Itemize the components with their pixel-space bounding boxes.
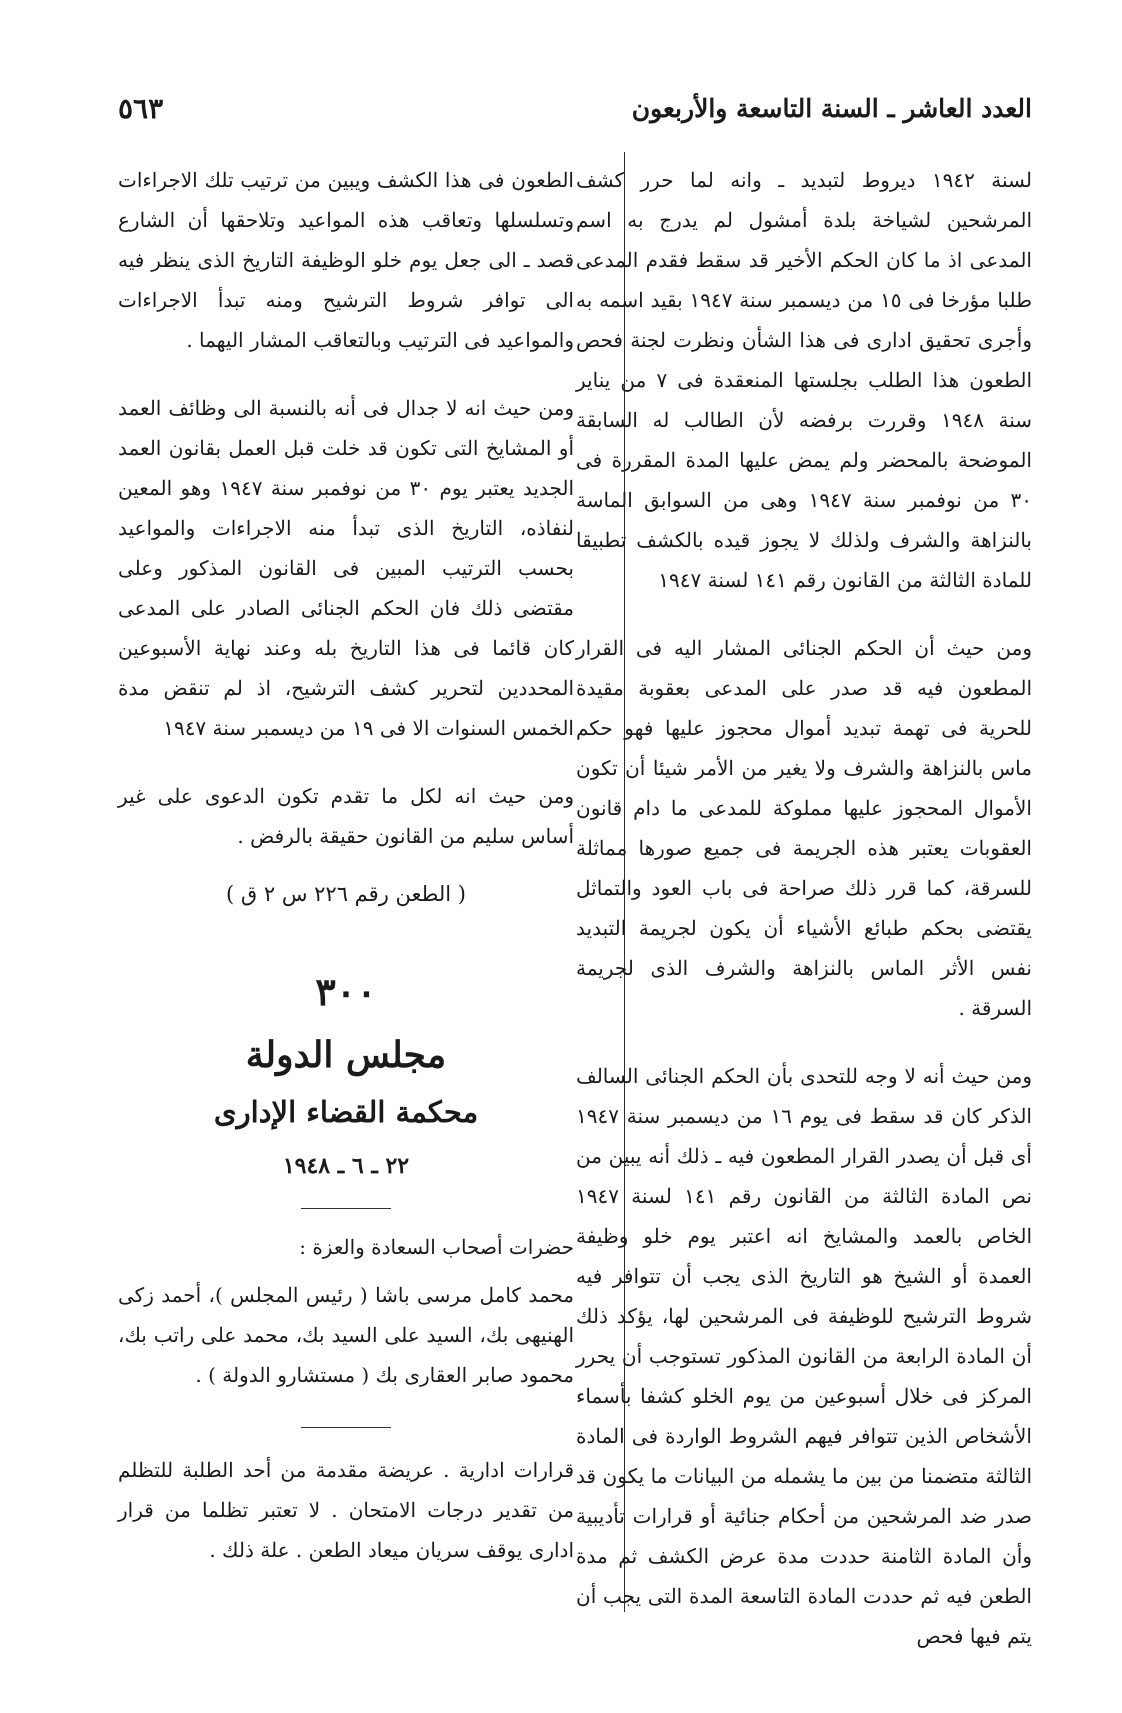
case-date: ٢٢ ـ ٦ ـ ١٩٤٨: [282, 1153, 410, 1179]
right-column: [576, 160, 1032, 1684]
council-title: مجلس الدولة: [245, 1034, 447, 1076]
presiding-heading: حضرات أصحاب السعادة والعزة :: [299, 1235, 574, 1259]
court-title: محكمة القضاء الإدارى: [213, 1095, 479, 1129]
section-rule: [301, 1208, 391, 1209]
left-paragraph-3: ومن حيث انه لكل ما تقدم تكون الدعوى على غير أساس سليم من القانون حقيقة بالرفض .: [118, 784, 574, 848]
right-paragraph-1: لسنة ١٩٤٢ ديروط لتبديد ـ وانه لما حرر كشف المرشحين لشياخة بلدة أمشول لم يدرج به اسم المدعى اذ ما كان الحكم الأخير قد سقط فقدم المدعى طلبا مؤرخا فى ١٥ من ديسمبر سنة ١٩٤٧ بقيد اسمه به وأجرى تحقيق ادارى فى هذا الشأن ونظرت لجنة فحص الطعون هذا الطلب بجلستها المنعقدة فى ٧ من يناير سنة ١٩٤٨ وقررت برفضه لأن الطالب له السابقة الموضحة بالمحضر ولم يمض عليها المدة المقررة فى ٣٠ من نوفمبر سنة ١٩٤٧ وهى من السوابق الماسة بالنزاهة والشرف ولذلك لا يجوز قيده بالكشف تطبيقا للمادة الثالثة من القانون رقم ١٤١ لسنة ١٩٤٧: [576, 168, 1033, 592]
page-number: ٥٦٣: [118, 92, 164, 125]
right-paragraph-2: ومن حيث أن الحكم الجنائى المشار اليه فى القرار المطعون فيه قد صدر على المدعى بعقوبة مقيدة للحرية فى تهمة تبديد أموال محجوز عليها فهو حكم ماس بالنزاهة والشرف ولا يغير من الأمر شيئا أن تكون الأموال المحجوز عليها مملوكة للمدعى ما دام قانون العقوبات يعتبر هذه الجريمة فى جميع صورها مماثلة للسرقة، كما قرر ذلك صراحة فى باب العود والتماثل يقتضى بحكم طبائع الأشياء أن يكون لجريمة التبديد نفس الأثر الماس بالنزاهة والشرف الذى لجريمة السرقة .: [576, 636, 1032, 1020]
running-header-title: العدد العاشر ـ السنة التاسعة والأربعون: [631, 94, 1032, 123]
section-rule-2: [301, 1427, 391, 1428]
case-summary: قرارات ادارية . عريضة مقدمة من أحد الطلبة للتظلم من تقدير درجات الامتحان . لا تعتبر تظلما من قرار ادارى يوقف سريان ميعاد الطعن . علة ذلك .: [118, 1458, 574, 1562]
left-paragraph-1: الطعون فى هذا الكشف ويبين من ترتيب تلك الاجراءات وتسلسلها وتعاقب هذه المواعيد وتلاحقها أن الشارع قصد ـ الى جعل يوم خلو الوظيفة التاريخ الذى ينظر فيه الى توافر شروط الترشيح ومنه تبدأ الاجراءات والمواعيد فى الترتيب وبالتعاقب المشار اليهما .: [118, 168, 574, 352]
left-column: [118, 160, 574, 1598]
right-paragraph-3: ومن حيث أنه لا وجه للتحدى بأن الحكم الجنائى السالف الذكر كان قد سقط فى يوم ١٦ من ديسمبر سنة ١٩٤٧ أى قبل أن يصدر القرار المطعون فيه ـ ذلك أنه يبين من نص المادة الثالثة من القانون رقم ١٤١ لسنة ١٩٤٧ الخاص بالعمد والمشايخ انه اعتبر يوم خلو وظيفة العمدة أو الشيخ هو التاريخ الذى يجب أن تتوافر فيه شروط الترشيح للوظيفة فى المرشحين لها، يؤكد ذلك أن المادة الرابعة من القانون المذكور تستوجب أن يحرر المركز فى خلال أسبوعين من يوم الخلو كشفا بأسماء الأشخاص الذين تتوافر فيهم الشروط الواردة فى المادة الثالثة متضمنا من بين ما يشمله من البيانات ما يكون قد صدر ضد المرشحين من أحكام جنائية أو قرارات تأديبية وأن المادة الثامنة حددت مدة عرض الكشف ثم مدة الطعن فيه ثم حددت المادة التاسعة المدة التى يجب أن يتم فيها فحص: [576, 1064, 1032, 1648]
presiding-members: محمد كامل مرسى باشا ( رئيس المجلس )، أحمد زكى الهنيهى بك، السيد على السيد بك، محمد على راتب بك، محمود صابر العقارى بك ( مستشارو الدولة ) .: [118, 1283, 574, 1387]
page-header: [118, 94, 1032, 134]
case-number: ٣٠٠: [315, 969, 377, 1014]
left-paragraph-2: ومن حيث انه لا جدال فى أنه بالنسبة الى وظائف العمد أو المشايخ التى تكون قد خلت قبل العمل بقانون العمد الجديد يعتبر يوم ٣٠ من نوفمبر سنة ١٩٤٧ وهو المعين لنفاذه، التاريخ الذى تبدأ منه الاجراءات والمواعيد بحسب الترتيب المبين فى القانون المذكور وعلى مقتضى ذلك فان الحكم الجنائى الصادر على المدعى كان قائما فى هذا التاريخ بله وعند نهاية الأسبوعين المحددين لتحرير كشف الترشيح، اذ لم تنقض مدة الخمس السنوات الا فى ١٩ من ديسمبر سنة ١٩٤٧: [118, 396, 575, 740]
case-citation: ( الطعن رقم ٢٢٦ س ٢ ق ): [226, 882, 466, 906]
